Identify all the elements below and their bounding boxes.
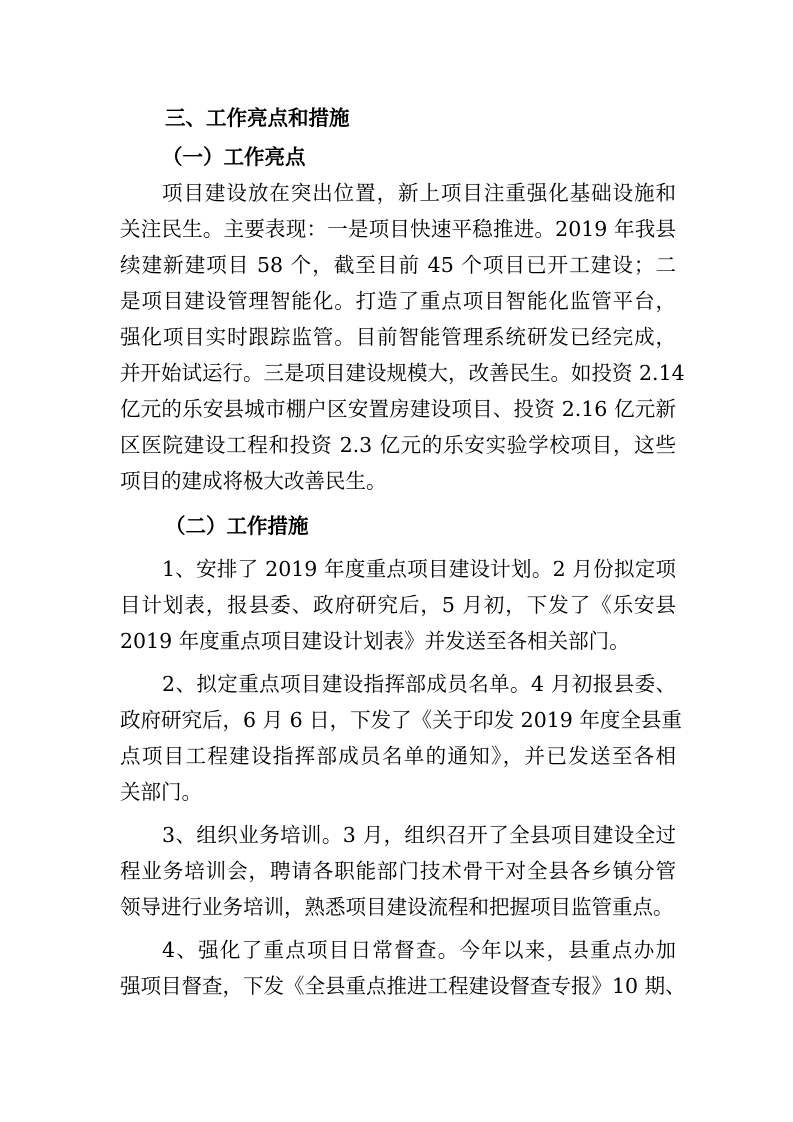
text-line: 强项目督查，下发《全县重点推进工程建设督查专报》10 期、: [120, 974, 686, 998]
text-line: 4、强化了重点项目日常督查。今年以来，县重点办加: [162, 938, 676, 962]
text-line: 项目的建成将极大改善民生。: [120, 469, 387, 493]
text-line: 1、安排了 2019 年度重点项目建设计划。2 月份拟定项: [162, 557, 676, 581]
subsection-heading-highlights: （一）工作亮点: [162, 145, 306, 169]
text-line: 是项目建设管理智能化。打造了重点项目智能化监管平台，: [120, 289, 676, 313]
text-line: 项目建设放在突出位置，新上项目注重强化基础设施和: [162, 181, 676, 205]
text-line: 点项目工程建设指挥部成员名单的通知》，并已发送至各相: [120, 744, 676, 768]
text-line: 领导进行业务培训，熟悉项目建设流程和把握项目监管重点。: [120, 895, 674, 919]
paragraph-measure-2: [120, 666, 682, 810]
text-line: 关部门。: [120, 780, 202, 804]
text-line: 续建新建项目 58 个，截至目前 45 个项目已开工建设；二: [120, 253, 676, 277]
text-line: 亿元的乐安县城市棚户区安置房建设项目、投资 2.16 亿元新: [120, 397, 676, 421]
text-line: 3、组织业务培训。3 月，组织召开了全县项目建设全过: [162, 823, 676, 847]
paragraph-measure-3: [120, 817, 676, 925]
section-heading: 三、工作亮点和措施: [165, 106, 350, 130]
text-line: 政府研究后，6 月 6 日，下发了《关于印发 2019 年度全县重: [120, 708, 682, 732]
paragraph-highlights: [120, 175, 685, 499]
subsection-heading-measures: （二）工作措施: [165, 514, 309, 538]
paragraph-measure-4: [120, 932, 686, 1004]
text-line: 并开始试运行。三是项目建设规模大，改善民生。如投资 2.14: [120, 361, 685, 385]
text-line: 区医院建设工程和投资 2.3 亿元的乐安实验学校项目，这些: [120, 433, 676, 457]
document-body: [120, 100, 686, 1004]
text-line: 目计划表，报县委、政府研究后，5 月初，下发了《乐安县: [120, 593, 676, 617]
text-line: 强化项目实时跟踪监管。目前智能管理系统研发已经完成，: [120, 325, 676, 349]
text-line: 程业务培训会，聘请各职能部门技术骨干对全县各乡镇分管: [120, 859, 676, 883]
text-line: 关注民生。主要表现：一是项目快速平稳推进。2019 年我县: [120, 217, 676, 241]
paragraph-measure-1: [120, 551, 676, 659]
text-line: 2019 年度重点项目建设计划表》并发送至各相关部门。: [120, 629, 630, 653]
text-line: 2、拟定重点项目建设指挥部成员名单。4 月初报县委、: [162, 672, 676, 696]
